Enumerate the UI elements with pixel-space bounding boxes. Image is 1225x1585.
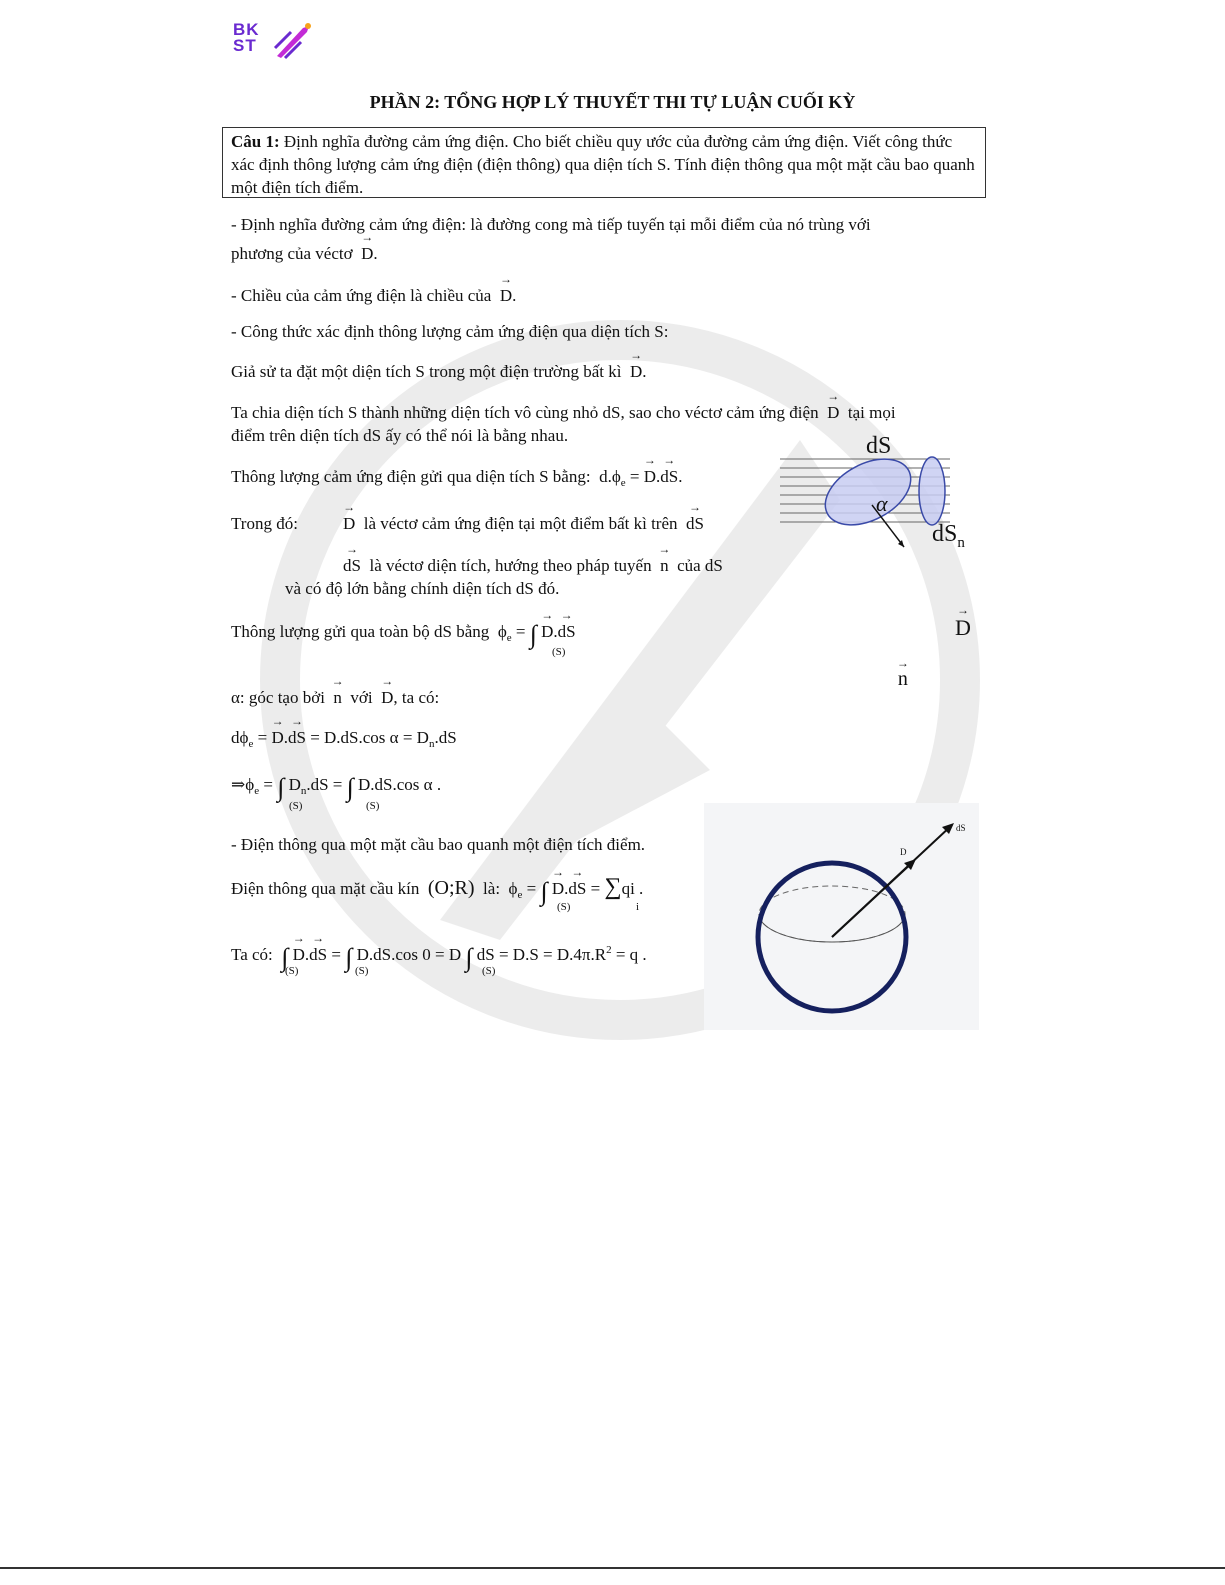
- dphi-tail: .dS: [434, 728, 457, 747]
- sphere-sum: qi .: [621, 879, 644, 898]
- divide-line-1: [231, 401, 896, 425]
- phi-symbol: ϕ: [497, 622, 507, 641]
- fig-dsn-label: [932, 521, 965, 552]
- direction-line: - Chiều của cảm ứng điện là chiều của → D.: [231, 284, 516, 308]
- integral-sign: ∫: [281, 943, 289, 972]
- taco-part-3: = q .: [611, 945, 647, 964]
- definition-text: phương của véctơ: [231, 244, 353, 263]
- phi-symbol: ϕ: [245, 775, 255, 794]
- fig2-ds-label: dS: [956, 823, 966, 833]
- sum-limit: i: [636, 901, 640, 913]
- where-label: Trong đó:: [231, 514, 298, 533]
- taco-part-2: dS = D.S = D.4π.R: [476, 945, 607, 964]
- logo-line-1: BK: [233, 20, 260, 39]
- phi-integral-equation: $\Rightarrow\phi_e$ = ∫ $D_n.dS$ = ∫ D.dS.cos α .: [231, 773, 442, 802]
- alpha-text: : góc tạo bởi: [239, 688, 325, 707]
- dphi-equation: $d\phi_e$ = → D.→ dS = D.dS.cos $\alpha = D_n.dS$: [231, 726, 457, 756]
- vector-ds: → dS: [660, 465, 678, 489]
- subscript-e: e: [506, 632, 512, 644]
- integral-sign: ∫: [540, 877, 548, 906]
- fig-dsn-text: dS: [932, 521, 958, 547]
- sphere-la: là:: [483, 879, 501, 898]
- subscript-e: e: [248, 738, 254, 750]
- direction-text: - Chiều của cảm ứng điện là chiều của: [231, 286, 492, 305]
- integral-sign: ∫: [277, 773, 285, 802]
- subscript-e: e: [620, 477, 626, 489]
- divide-line-2: điểm trên diện tích dS ấy có thể nói là bằng nhau.: [231, 426, 569, 445]
- integral-limit: (S): [355, 965, 369, 977]
- where-d-line: [343, 512, 704, 536]
- divide-text: Ta chia diện tích S thành những diện tích vô cùng nhỏ dS, sao cho véctơ cảm ứng điện: [231, 403, 819, 422]
- superscript-2: 2: [606, 944, 612, 956]
- integral-sign: ∫: [346, 773, 354, 802]
- flux-total-line: Thông lượng gửi qua toàn bộ dS bằng $\phi_e$ = ∫ → D.→ dS: [231, 620, 576, 650]
- question-label: Câu 1:: [231, 132, 280, 151]
- page-bottom-border: [0, 1567, 1225, 1569]
- fig-d-label: → D: [955, 615, 971, 641]
- subscript-n: n: [300, 785, 307, 797]
- sphere-heading: - Điện thông qua một mặt cầu bao quanh một điện tích điểm.: [231, 835, 646, 854]
- logo-line-2: ST: [233, 36, 257, 55]
- flux-ds-line: Thông lượng cảm ứng điện gửi qua diện tích S bằng: $d.\phi_e$ = → D.→ dS.: [231, 465, 683, 495]
- vector-d: → D: [827, 401, 839, 425]
- vector-d: → D: [293, 943, 305, 967]
- where-ds-line: [343, 554, 723, 578]
- fig-dsn-sub: n: [957, 535, 965, 551]
- bkst-logo: [233, 22, 313, 62]
- alpha-line: [231, 686, 439, 710]
- where-ds-text-b: của dS: [677, 556, 723, 575]
- formula-heading: - Công thức xác định thông lượng cảm ứng điện qua diện tích S:: [231, 322, 669, 341]
- vector-d: → D: [381, 686, 393, 710]
- vector-n: → n: [660, 554, 669, 578]
- question-text: Định nghĩa đường cảm ứng điện. Cho biết chiều quy ước của đường cảm ứng điện. Viết công thức xác định thông lượng cảm ứng điện (điện thông) qua diện tích S. Tính điện thông qua một mặt cầu bao quanh một điện tích điểm.: [231, 132, 975, 197]
- phi-int-2: D.dS.cos α .: [358, 775, 442, 794]
- fig-n-label: → n: [898, 668, 908, 691]
- integral-limit: (S): [289, 800, 303, 812]
- vector-ds: → dS: [568, 877, 586, 901]
- vector-d: → D: [343, 512, 355, 536]
- fig-alpha-label: α: [876, 491, 888, 516]
- vector-d: → D: [630, 360, 642, 384]
- flux-ds-text: Thông lượng cảm ứng điện gửi qua diện tích S bằng:: [231, 467, 591, 486]
- integral-limit: (S): [552, 646, 566, 658]
- alpha-text-b: với: [350, 688, 373, 707]
- subscript-e: e: [517, 889, 523, 901]
- definition-line-1: - Định nghĩa đường cảm ứng điện: là đường cong mà tiếp tuyến tại mỗi điểm của nó trùng với: [231, 215, 871, 234]
- alpha-text-c: , ta có:: [393, 688, 440, 707]
- integral-limit: (S): [557, 901, 571, 913]
- integral-limit: (S): [482, 965, 496, 977]
- sphere-diagram: [704, 803, 979, 1030]
- integral-sign: ∫: [529, 620, 537, 649]
- vector-d: → D: [541, 620, 553, 644]
- vector-d: → D: [644, 465, 656, 489]
- subscript-e: e: [254, 785, 260, 797]
- divide-text-b: tại mọi: [847, 403, 896, 422]
- subscript-n: n: [428, 738, 435, 750]
- phi-symbol: ϕ: [239, 728, 249, 747]
- vector-ds: → dS: [686, 512, 704, 536]
- integral-sign: ∫: [465, 943, 473, 972]
- vector-n: → n: [333, 686, 342, 710]
- where-d-text: là véctơ cảm ứng điện tại một điểm bất kì trên: [363, 514, 678, 533]
- vector-d: → D: [361, 242, 373, 266]
- taco-part-1: D.dS.cos 0 = D: [356, 945, 462, 964]
- sum-sign: ∑: [604, 874, 622, 900]
- definition-line-2: phương của véctơ → D.: [231, 242, 378, 266]
- taco-label: Ta có:: [231, 945, 273, 964]
- taco-equation: Ta có: ∫ → D.→ dS = ∫ D.dS.cos 0 = D ∫ dS = $D.S = D.4\pi.R^2 = q$ .: [231, 938, 647, 970]
- integral-limit: (S): [285, 965, 299, 977]
- fig-ds-label: dS: [866, 433, 892, 459]
- vector-d: → D: [552, 877, 564, 901]
- flux-total-text: Thông lượng gửi qua toàn bộ dS bằng: [231, 622, 490, 641]
- suppose-line: Giả sử ta đặt một diện tích S trong một điện trường bất kì → D.: [231, 360, 647, 384]
- vector-d: → D: [271, 726, 283, 750]
- integral-limit: (S): [366, 800, 380, 812]
- question-box: [222, 127, 986, 198]
- vector-ds: → dS: [309, 943, 327, 967]
- phi-int-tail: .dS =: [306, 775, 343, 794]
- alpha-symbol: α: [231, 688, 240, 707]
- vector-ds: → dS: [558, 620, 576, 644]
- where-ds-line-2: và có độ lớn bằng chính diện tích dS đó.: [285, 579, 560, 598]
- sphere-closed-text: Điện thông qua mặt cầu kín: [231, 879, 420, 898]
- dphi-rhs: = D.dS.cos α = D: [310, 728, 429, 747]
- phi-symbol: ϕ: [508, 879, 518, 898]
- sphere-or: (O;R): [427, 877, 475, 899]
- vector-ds: → dS: [343, 554, 361, 578]
- where-ds-text: là véctơ diện tích, hướng theo pháp tuyến: [369, 556, 652, 575]
- phi-int-d: D: [288, 775, 301, 794]
- dphi-symbol: d.ϕ: [599, 467, 621, 486]
- fig2-d-label: D: [900, 847, 907, 857]
- sphere-closed-line: Điện thông qua mặt cầu kín (O;R) là: $\phi_e$ = ∫ → D.→ dS = ∑qi .: [231, 875, 643, 907]
- suppose-text: Giả sử ta đặt một diện tích S trong một điện trường bất kì: [231, 362, 622, 381]
- vector-ds: → dS: [288, 726, 306, 750]
- vector-d: → D: [500, 284, 512, 308]
- rocket-icon: [273, 22, 313, 60]
- integral-sign: ∫: [345, 943, 353, 972]
- sphere-figure: [704, 803, 979, 1030]
- flux-figure: [780, 433, 980, 690]
- page-title: PHẦN 2: TỔNG HỢP LÝ THUYẾT THI TỰ LUẬN CUỐI KỲ: [369, 92, 856, 112]
